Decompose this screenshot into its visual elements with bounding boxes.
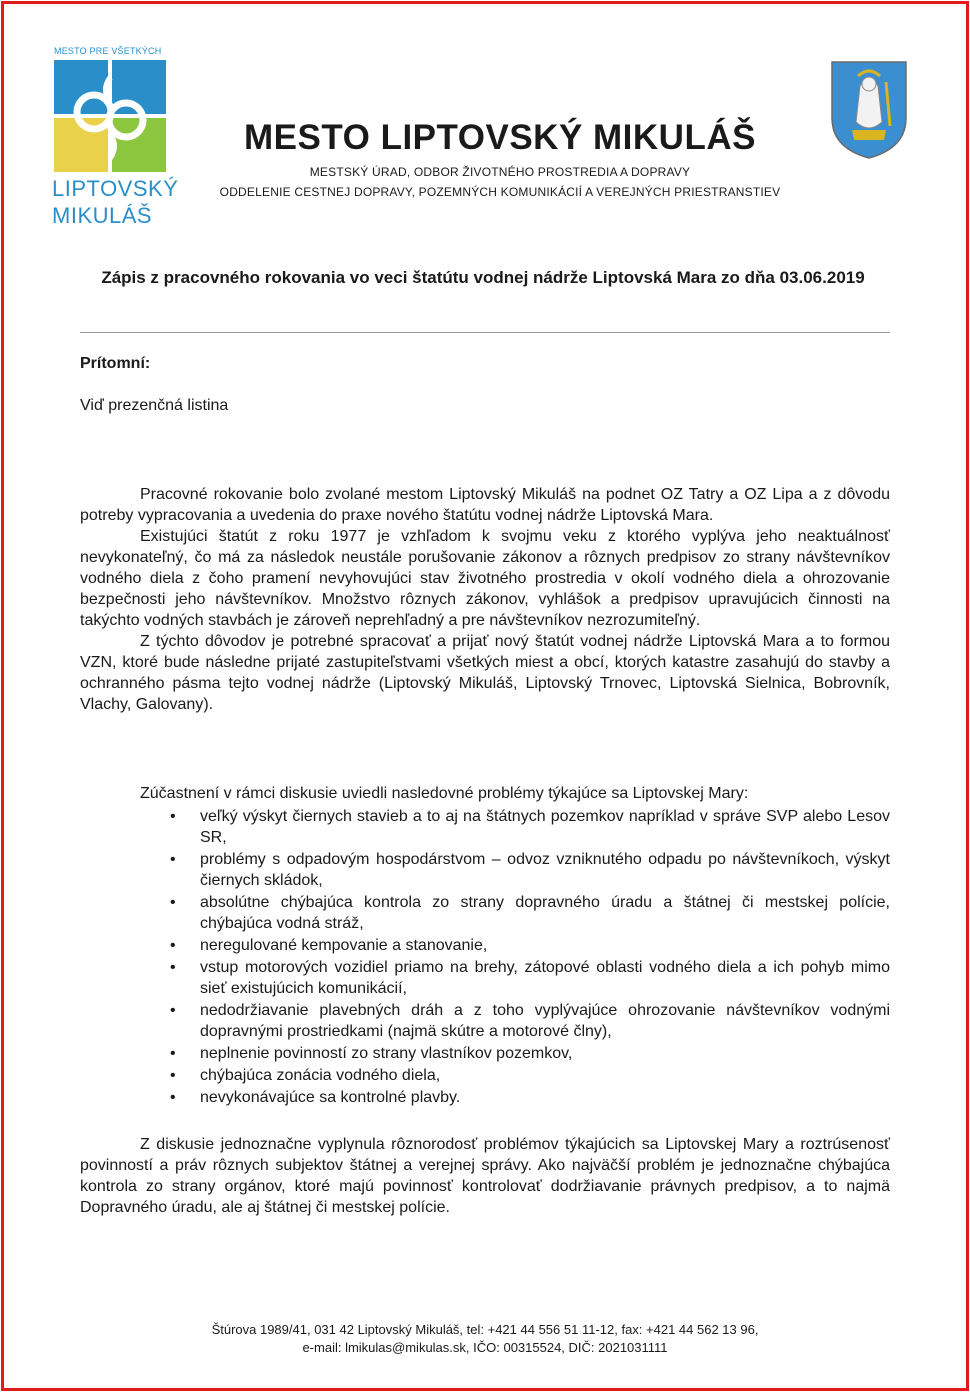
intro-paragraphs	[80, 484, 890, 715]
logo-tagline: MESTO PRE VŠETKÝCH	[54, 46, 162, 56]
department-line: ODDELENIE CESTNEJ DOPRAVY, POZEMNÝCH KOMUNIKÁCIÍ A VEREJNÝCH PRIESTRANSTIEV	[219, 185, 781, 199]
bullet-icon: •	[170, 1002, 176, 1019]
title-divider	[80, 332, 890, 333]
list-item: • vstup motorových vozidiel priamo na brehy, zátopové oblasti vodného diela a ich pohyb mimo sieť existujúcich komunikácií,	[170, 959, 890, 997]
bullet-icon: •	[170, 937, 176, 954]
bullet-icon: •	[170, 894, 176, 911]
closing-section	[80, 1134, 890, 1218]
list-item: • problémy s odpadovým hospodárstvom – odvoz vzniknutého odpadu po návštevníkoch, výskyt čiernych skládok,	[170, 851, 890, 889]
logo-name-line2: MIKULÁŠ	[52, 203, 153, 228]
city-title: MESTO LIPTOVSKÝ MIKULÁŠ	[244, 118, 756, 157]
attendance-note: Viď prezenčná listina	[80, 397, 229, 414]
problems-list	[140, 806, 890, 1109]
list-item: • neplnenie povinností zo strany vlastníkov pozemkov,	[170, 1045, 573, 1062]
bullet-icon: •	[170, 1045, 176, 1062]
footer-contact: e-mail: lmikulas@mikulas.sk, IČO: 00315524, DIČ: 2021031111	[302, 1340, 668, 1355]
list-item: • chýbajúca zonácia vodného diela,	[170, 1067, 441, 1084]
office-line: MESTSKÝ ÚRAD, ODBOR ŽIVOTNÉHO PROSTREDIA A DOPRAVY	[309, 165, 691, 179]
problems-intro: Zúčastnení v rámci diskusie uviedli nasledovné problémy týkajúce sa Liptovskej Mary:	[140, 785, 749, 802]
list-item: • neregulované kempovanie a stanovanie,	[170, 937, 488, 954]
bullet-icon: •	[170, 1067, 176, 1084]
list-item: • nevykonávajúce sa kontrolné plavby.	[170, 1089, 461, 1106]
present-label: Prítomní:	[80, 355, 151, 372]
bullet-icon: •	[170, 851, 176, 868]
paragraph: Z týchto dôvodov je potrebné spracovať a prijať nový štatút vodnej nádrže Liptovská Mara a to formou VZN, ktoré bude následne prijaté zastupiteľstvami všetkých miest a obcí, ktorých katastre zasahujú do stavby a ochranného pásma tejto vodnej nádrže (Liptovský Mikuláš, Liptovský Trnovec, Liptovská Sielnica, Bobrovník, Vlachy, Galovany).	[80, 633, 890, 713]
list-item: • veľký výskyt čiernych stavieb a to aj na štátnych pozemkov napríklad v správe SVP alebo Lesov SR,	[170, 808, 890, 846]
bullet-icon: •	[170, 1089, 176, 1106]
bullet-icon: •	[170, 959, 176, 976]
list-item: • nedodržiavanie plavebných dráh a z toho vyplývajúce ohrozovanie návštevníkov vodnými dopravnými prostriedkami (najmä skútre a motorové člny),	[170, 1002, 890, 1040]
footer-address: Štúrova 1989/41, 031 42 Liptovský Mikuláš, tel: +421 44 556 51 11-12, fax: +421 44 562 13 96,	[211, 1322, 759, 1337]
closing-paragraph: Z diskusie jednoznačne vyplynula rôznorodosť problémov týkajúcich sa Liptovskej Mary a roztrúsenosť povinností a práv rôznych subjektov štátnej a verejnej správy. Ako najväčší problém je jednoznačne chýbajúca kontrola zo strany orgánov, ktoré majú povinnosť kontrolovať dodržiavanie právnych predpisov, a to najmä Dopravného úradu, ale aj štátnej či mestskej polície.	[80, 1136, 890, 1216]
paragraph: Existujúci štatút z roku 1977 je vzhľadom k svojmu veku z ktorého vyplýva jeho neaktuálnosť nevykonateľný, čo má za následok neustále porušovanie zákonov a rôznych predpisov zo strany návštevníkov vodného diela z čoho pramení nevyhovujúci stav životného prostredia v okolí vodného diela a ohrozovanie bezpečnosti jeho návštevníkov. Množstvo rôznych zákonov, vyhlášok a predpisov upravujúcich činnosti na takýchto vodných stavbách je zároveň neprehľadný a pre návštevníkov nezrozumiteľný.	[80, 528, 890, 629]
document-title: Zápis z pracovného rokovania vo veci štatútu vodnej nádrže Liptovská Mara zo dňa 03.06.2019	[101, 268, 865, 287]
logo-name-line1: LIPTOVSKÝ	[52, 176, 179, 201]
bullet-icon: •	[170, 808, 176, 825]
list-item: • absolútne chýbajúca kontrola zo strany dopravného úradu a štátnej či mestskej polície, chýbajúca vodná stráž,	[170, 894, 890, 932]
paragraph: Pracovné rokovanie bolo zvolané mestom Liptovský Mikuláš na podnet OZ Tatry a OZ Lipa a z dôvodu potreby vypracovania a uvedenia do praxe nového štatútu vodnej nádrže Liptovská Mara.	[80, 486, 890, 524]
